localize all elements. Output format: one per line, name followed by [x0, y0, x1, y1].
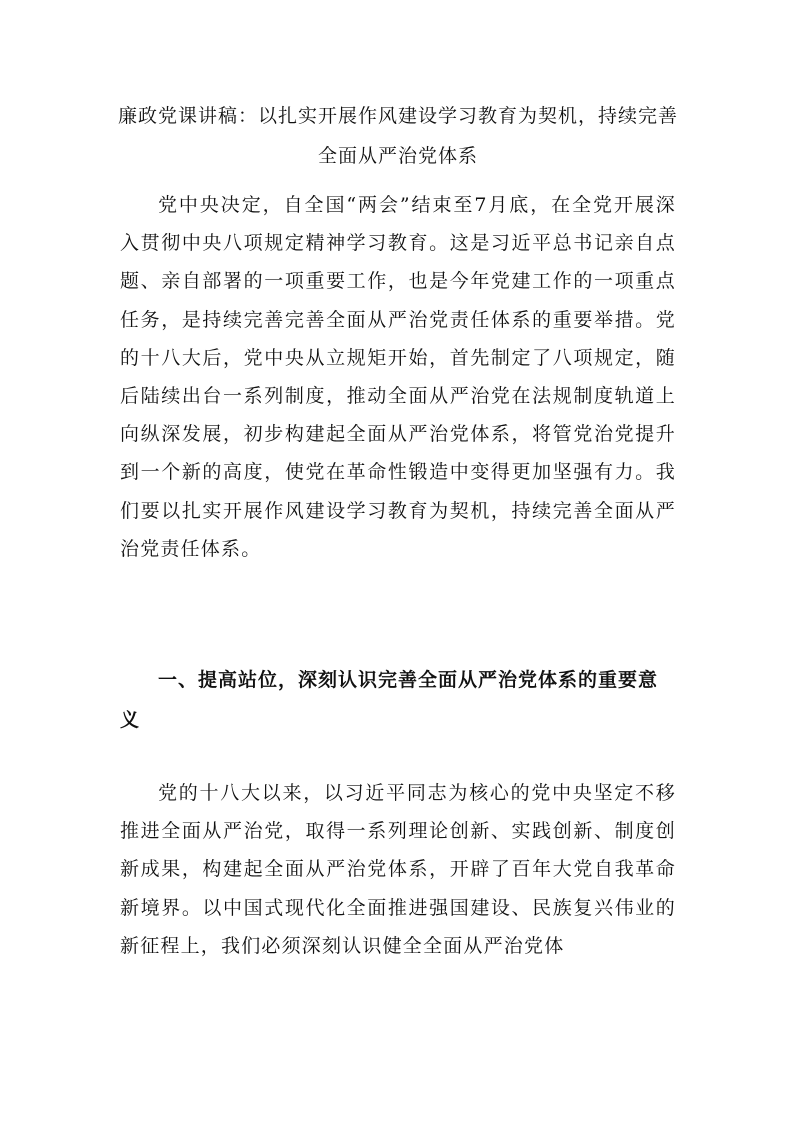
section-heading-1: 一、提高站位，深刻认识完善全面从严治党体系的重要意义: [120, 669, 659, 731]
body-paragraph-1: 党中央决定，自全国“两会”结束至7月底，在全党开展深入贯彻中央八项规定精神学习教育。这是习近平总书记亲自点题、亲自部署的一项重要工作，也是今年党建工作的一项重点任务，是持续完善完善全面从严治党责任体系的重要举措。党的十八大后，党中央从立规矩开始，首先制定了八项规定，随后陆续出台一系列制度，推动全面从严治党在法规制度轨道上向纵深发展，初步构建起全面从严治党体系，将管党治党提升到一个新的高度，使党在革命性锻造中变得更加坚强有力。我们要以扎实开展作风建设学习教育为契机，持续完善全面从严治党责任体系。: [120, 194, 676, 560]
document-title: 廉政党课讲稿：以扎实开展作风建设学习教育为契机，持续完善全面从严治党体系: [118, 105, 679, 167]
body-paragraph-2: 党的十八大以来，以习近平同志为核心的党中央坚定不移推进全面从严治党，取得一系列理论创新、实践创新、制度创新成果，构建起全面从严治党体系，开辟了百年大党自我革命新境界。以中国式现代化全面推进强国建设、民族复兴伟业的新征程上，我们必须深刻认识健全全面从严治党体: [120, 782, 676, 957]
